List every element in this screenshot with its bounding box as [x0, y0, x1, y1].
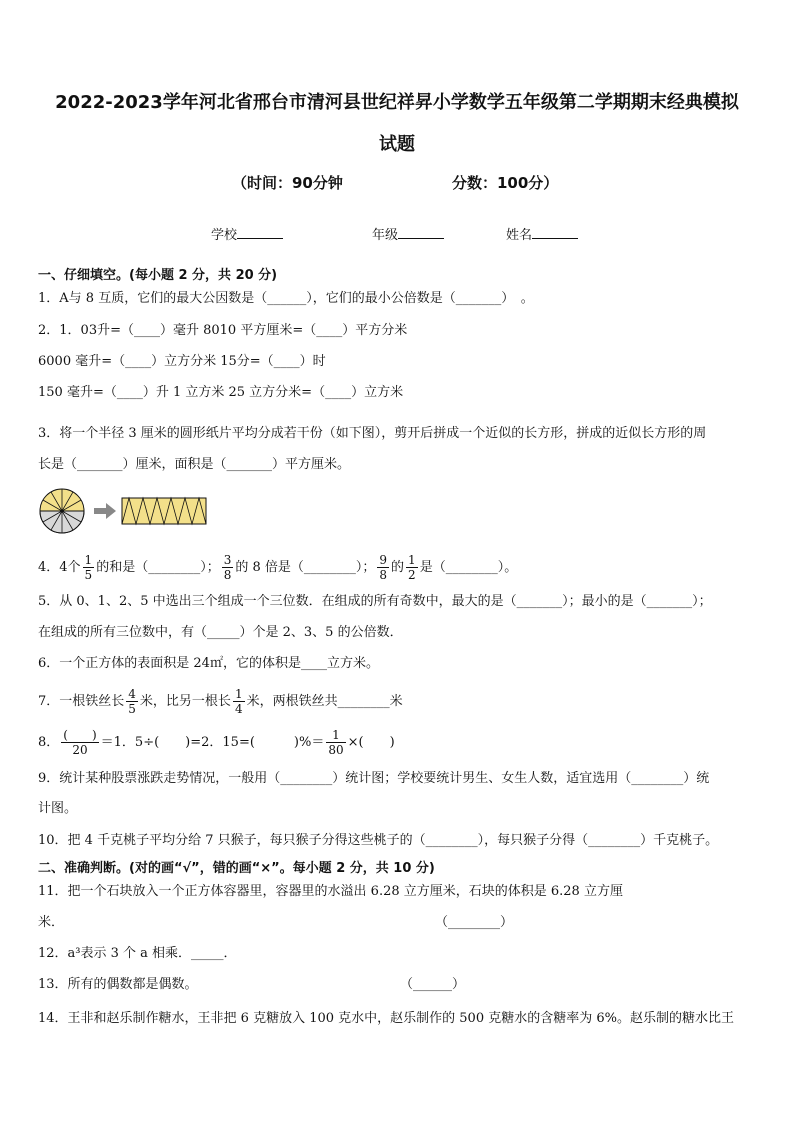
school-blank[interactable]	[237, 226, 283, 239]
question-2-line1: 2．1．03升=（____）毫升 8010 平方厘米=（____）平方分米	[38, 323, 408, 338]
exam-title-line1: 2022-2023学年河北省邢台市清河县世纪祥昇小学数学五年级第二学期期末经典模拟	[55, 92, 739, 113]
q8-text-2: ＝1．5÷( )=2．15=( )%＝	[100, 735, 325, 750]
q8-f1-blank[interactable]: ( )	[63, 728, 97, 742]
question-14: 14．王非和赵乐制作糖水，王非把 6 克糖放入 100 克水中，赵乐制作的 500 克糖水的含糖率为 6%。赵乐制的糖水比王	[38, 1011, 734, 1026]
question-1: 1．A与 8 互质，它们的最大公因数是（______），它们的最小公倍数是（_______） 。	[38, 291, 534, 306]
exam-time: （时间：90分钟	[232, 174, 343, 192]
q4-fraction-4	[406, 553, 418, 582]
q7-fraction-2	[233, 687, 245, 716]
question-11-line1: 11．把一个石块放入一个正方体容器里，容器里的水溢出 6.28 立方厘米，石块的体积是 6.28 立方厘	[38, 884, 623, 899]
question-5-line1: 5．从 0、1、2、5 中选出三个组成一个三位数．在组成的所有奇数中，最大的是（_______）；最小的是（_______）；	[38, 594, 712, 609]
q4-f3-denominator: 8	[379, 568, 388, 582]
approx-rectangle	[122, 498, 206, 524]
q8-fraction-1[interactable]	[61, 728, 98, 757]
q8-text-1: 8．	[38, 735, 60, 750]
q4-f4-numerator: 1	[408, 553, 416, 567]
q4-f3-numerator: 9	[379, 553, 388, 567]
q7-fraction-1	[126, 687, 138, 716]
q4-fraction-2	[222, 553, 234, 582]
question-13: 13．所有的偶数都是偶数。	[38, 977, 198, 992]
q7-text-2: 米，比另一根长	[139, 694, 231, 709]
exam-score: 分数：100分）	[452, 174, 559, 192]
q4-text-2: 的和是（________）；	[96, 560, 220, 575]
grade-field[interactable]	[372, 224, 444, 243]
question-6: 6．一个正方体的表面积是 24㎡，它的体积是____立方米。	[38, 656, 379, 671]
q8-f2-denominator: 80	[328, 743, 344, 757]
question-2-line3: 150 毫升=（____）升 1 立方米 25 立方分米=（____）立方米	[38, 385, 404, 400]
question-11-line2: 米．	[38, 915, 65, 930]
q7-text-1: 7．一根铁丝长	[38, 694, 125, 709]
school-label: 学校	[211, 228, 238, 243]
q4-fraction-1	[83, 553, 95, 582]
q4-text-3: 的 8 倍是（________）；	[235, 560, 376, 575]
divided-circle	[40, 489, 84, 533]
q4-text-5: 是（________）。	[419, 560, 518, 575]
question-8	[38, 728, 395, 757]
q4-f2-denominator: 8	[223, 568, 232, 582]
question-4	[38, 553, 517, 582]
q8-text-3: ×( )	[347, 735, 395, 750]
question-13-answer[interactable]: （______）	[400, 977, 466, 992]
q8-f2-numerator: 1	[326, 728, 345, 743]
grade-label: 年级	[372, 228, 399, 243]
section1-title: 一、仔细填空。(每小题 2 分，共 20 分)	[38, 268, 278, 283]
circle-to-rectangle-figure	[38, 488, 218, 538]
question-9-line1: 9．统计某种股票涨跌走势情况，一般用（________）统计图；学校要统计男生、女生人数，适宜选用（________）统	[38, 771, 710, 786]
section2-title: 二、准确判断。(对的画“√”，错的画“×”。每小题 2 分，共 10 分)	[38, 861, 435, 876]
q4-f1-numerator: 1	[84, 553, 93, 567]
school-field[interactable]	[211, 224, 283, 243]
exam-title-line2: 试题	[379, 134, 415, 155]
q4-text-1: 4．4个	[38, 560, 81, 575]
question-10: 10．把 4 千克桃子平均分给 7 只猴子，每只猴子分得这些桃子的（________），每只猴子分得（________）千克桃子。	[38, 833, 719, 848]
q7-text-3: 米，两根铁丝共________米	[246, 694, 403, 709]
question-3-line2: 长是（_______）厘米，面积是（_______）平方厘米。	[38, 457, 351, 472]
question-5-line2: 在组成的所有三位数中，有（_____）个是 2、3、5 的公倍数．	[38, 625, 403, 640]
q4-fraction-3	[377, 553, 389, 582]
q8-fraction-2	[326, 728, 345, 757]
question-9-line2: 计图。	[38, 801, 78, 816]
question-11-answer[interactable]: （________）	[435, 915, 514, 930]
q7-f2-denominator: 4	[234, 702, 243, 716]
q4-text-4: 的	[391, 560, 405, 575]
arrow-icon	[94, 503, 116, 519]
name-blank[interactable]	[532, 226, 578, 239]
q8-f1-denominator: 20	[72, 743, 88, 757]
q7-f2-numerator: 1	[234, 687, 243, 701]
q4-f4-denominator: 2	[408, 568, 416, 582]
grade-blank[interactable]	[398, 226, 444, 239]
q7-f1-numerator: 4	[128, 687, 136, 701]
q7-f1-denominator: 5	[128, 702, 136, 716]
q4-f1-denominator: 5	[84, 568, 93, 582]
q4-f2-numerator: 3	[223, 553, 232, 567]
question-2-line2: 6000 毫升=（____）立方分米 15分=（____）时	[38, 354, 326, 369]
name-label: 姓名	[506, 228, 533, 243]
question-3-line1: 3．将一个半径 3 厘米的圆形纸片平均分成若干份（如下图），剪开后拼成一个近似的长方形，拼成的近似长方形的周	[38, 426, 707, 441]
question-7	[38, 687, 403, 716]
name-field[interactable]	[506, 224, 578, 243]
question-12: 12．a³表示 3 个 a 相乘．_____．	[38, 946, 237, 961]
figure-svg	[38, 488, 218, 534]
